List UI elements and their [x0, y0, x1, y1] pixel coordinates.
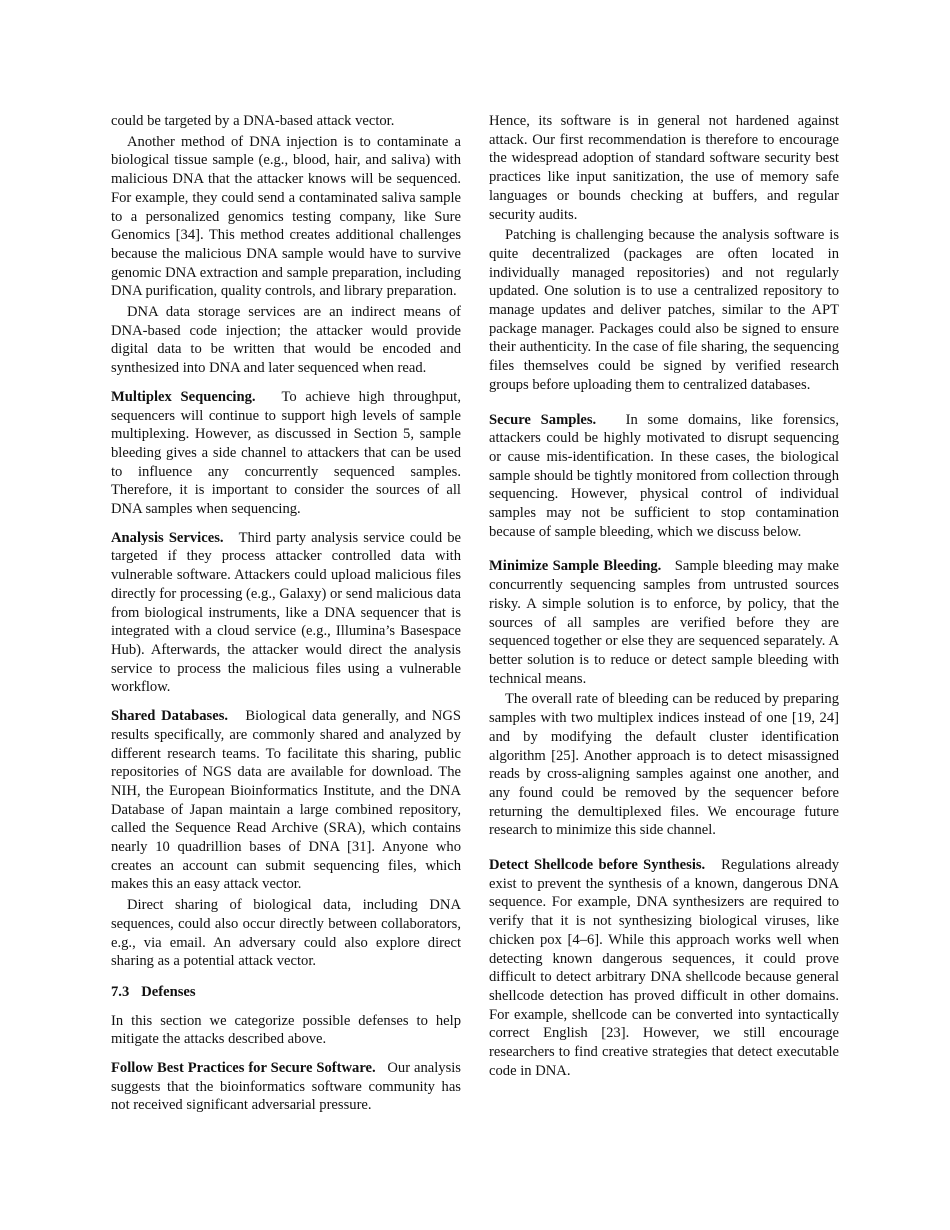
run-in-heading-analysis: Analysis Services.: [111, 529, 224, 546]
section-heading: [111, 983, 461, 1002]
body-detect-shellcode: Regulations already exist to prevent the synthesis of a known, dangerous DNA sequence. For example, DNA synthesizers are required to verify that it is not synthesizing biological viruses, like chicken pox [4–6]. While this approach works well when detecting known dangerous sequences, it could prove difficult to detect arbitrary DNA shellcode because general shellcode detection has proved difficult in other domains. For example, shellcode can be converted into syntactically correct English [23]. However, we still encourage researchers to find creative strategies that detect executable code in DNA.: [489, 857, 840, 1079]
run-in-heading-minimize-bleeding: Minimize Sample Bleeding.: [489, 558, 662, 575]
run-in-heading-secure-samples: Secure Samples.: [489, 411, 597, 428]
body-analysis: Third party analysis service could be targeted if they process attacker controlled data with vulnerable software. Attackers could upload malicious files directly for processing (e.g., Galaxy) or send malicious data from biological instruments, like a DNA sequencer that is integrated with a cloud service (e.g., Illumina’s Basespace Hub). Afterwards, the attacker would direct the analysis service to process the malicious files using a vulnerable workflow.: [111, 529, 461, 696]
body-best-practices: Our analysis suggests that the bioinformatics software community has not received significant adversarial pressure.: [111, 1060, 461, 1114]
paragraph-shared-databases: [111, 707, 461, 894]
section-number: 7.3: [111, 983, 130, 1000]
paragraph-patching: Patching is challenging because the analysis software is quite decentralized (packages are often located in individually managed repositories) and not regularly updated. One solution is to use a centralized repository to manage updates and deliver patches, similar to the APT package manager. Packages could also be signed to ensure their authenticity. In the case of file sharing, the sequencing files themselves could be signed by verified research groups before uploading them to centralized databases.: [489, 227, 839, 393]
section-title: Defenses: [141, 983, 196, 1000]
paragraph-dna-injection: Another method of DNA injection is to contaminate a biological tissue sample (e.g., blood, hair, and saliva) with malicious DNA that the attacker knows will be sequenced. For example, they could send a contaminated saliva sample to a personalized genomics testing company, like Sure Genomics [34]. This method creates additional challenges because the malicious DNA sample would have to survive genomic DNA extraction and sample preparation, including DNA purification, quality controls, and library preparation.: [111, 133, 461, 300]
paragraph-dna-storage: DNA data storage services are an indirect means of DNA-based code injection; the attacker would provide digital data to be written that would be encoded and synthesized into DNA and later sequenced when read.: [111, 304, 461, 377]
paragraph-analysis-services: [111, 529, 461, 697]
paragraph-direct-sharing: Direct sharing of biological data, including DNA sequences, could also occur directly between collaborators, e.g., via email. An adversary could also explore direct sharing as a potential attack vector.: [111, 897, 461, 970]
paragraph-minimize-bleeding: [489, 557, 839, 688]
paragraph-overall-rate: The overall rate of bleeding can be reduced by preparing samples with two multiplex indices instead of one [19, 24] and by modifying the default cluster identification algorithm [25]. Another approach is to detect misassigned reads by cross-aligning samples against one another, and any found could be removed by the sequencer before returning the demultiplexed files. We encourage future research to minimize this side channel.: [489, 691, 839, 839]
paragraph-continued: could be targeted by a DNA-based attack vector.: [111, 113, 395, 129]
run-in-heading-detect-shellcode: Detect Shellcode before Synthesis.: [489, 857, 706, 874]
paragraph-section-intro: In this section we categorize possible defenses to help mitigate the attacks described above.: [111, 1012, 461, 1048]
paragraph-hardened: Hence, its software is in general not hardened against attack. Our first recommendation is therefore to encourage the widespread adoption of standard software security best practices like input sanitization, the use of memory safe languages or bounds checking at buffers, and regular security audits.: [489, 113, 839, 223]
left-column: [111, 112, 461, 1115]
right-column: [489, 112, 839, 1080]
body-multiplex: To achieve high throughput, sequencers will continue to support high levels of sample multiplexing. However, as discussed in Section 5, sample bleeding gives a side channel to attackers that can be used to influence any concurrently sequenced samples. Therefore, it is important to consider the sources of all DNA samples when sequencing.: [111, 388, 462, 518]
body-secure-samples: In some domains, like forensics, attackers could be highly motivated to disrupt sequencing or cause mis-identification. In these cases, the biological sample should be tightly monitored from collection through sequencing. However, physical control of individual samples may not be sufficient to stop contamination because of sample bleeding, which we discuss below.: [489, 411, 839, 540]
paragraph-best-practices: [111, 1059, 461, 1115]
paragraph-detect-shellcode: [489, 856, 839, 1080]
paragraph-secure-samples: [489, 411, 839, 542]
run-in-heading-best-practices: Follow Best Practices for Secure Software.: [111, 1060, 376, 1077]
paragraph-multiplex: [111, 388, 461, 519]
run-in-heading-shared: Shared Databases.: [111, 708, 229, 725]
body-shared: Biological data generally, and NGS results specifically, are commonly shared and analyzed by different research teams. To facilitate this sharing, public repositories of NGS data are available for download. The NIH, the European Bioinformatics Institute, and the DNA Database of Japan maintain a large combined repository, called the Sequence Read Archive (SRA), which contains nearly 10 quadrillion bases of DNA [31]. Anyone who creates an account can submit sequencing files, which makes this an easy attack vector.: [111, 708, 461, 893]
body-minimize-bleeding: Sample bleeding may make concurrently sequencing samples from untrusted sources risky. A simple solution is to enforce, by policy, that the sources of all samples are verified before they are sequenced together or else they are sequenced separately. A better solution is to reduce or detect sample bleeding with technical means.: [489, 558, 839, 687]
run-in-heading-multiplex: Multiplex Sequencing.: [111, 388, 256, 405]
